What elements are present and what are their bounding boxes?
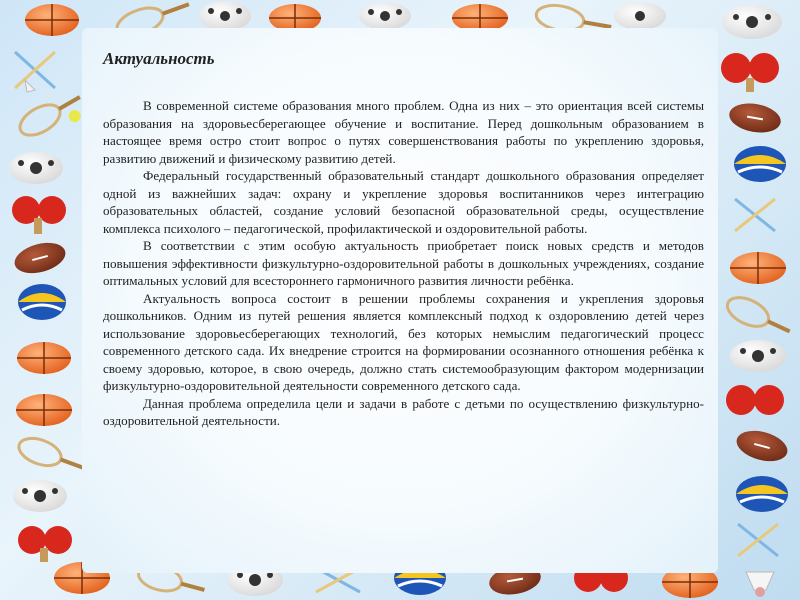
- tennis-racket-icon: [15, 433, 87, 479]
- basketball-icon: [17, 342, 71, 374]
- football-icon: [733, 426, 790, 467]
- ping-pong-paddle-icon: [721, 53, 779, 92]
- paragraph: В соответствии с этим особую актуальность приобретает поиск новых средств и методов повышения эффективности физкультурно-оздоровительной работы в дошкольных учреждениях, создание оптимальных условий для всестороннего гармоничного развития личности ребёнка.: [103, 238, 704, 288]
- football-icon: [11, 238, 68, 279]
- badminton-icon: [738, 524, 778, 556]
- ping-pong-paddle-icon: [12, 196, 66, 234]
- soccer-ball-icon: [199, 1, 251, 31]
- ping-pong-paddle-icon: [18, 526, 72, 562]
- paragraph: В современной системе образования много проблем. Одна из них – это ориентация всей системы образования на здоровьесберегающее обучение и воспитание. Перед дошкольным образованием в настоящее время остро стоит вопрос о путях совершенствования работы по укреплению здоровья, развитию движений и физическому развитию детей.: [103, 98, 704, 166]
- ping-pong-paddle-icon: [726, 385, 784, 415]
- paragraph: Актуальность вопроса состоит в решении проблемы сохранения и укрепления здоровья дошкольников. Одним из путей решения является комплексный подход к оздоровлению детей через использование здоровьесберегающих технологий, без которых немыслим педагогический процесс современного детского сада. Их внедрение строится на формировании осознанного отношения ребёнка к своему здоровью, которое, в свою очередь, должно стать системообразующим фактором модернизации физкультурно-оздоровительной деятельности современного детского сада.: [103, 290, 704, 393]
- soccer-ball-icon: [13, 480, 67, 512]
- volleyball-icon: [734, 146, 786, 182]
- basketball-icon: [25, 4, 79, 36]
- paragraph: Федеральный государственный образовательный стандарт дошкольного образования определяет одной из важнейших задач: охрану и укрепление здоровья воспитанников через интеграцию образовательных областей, создание условий безопасной образовательной среды, осуществление комплекса психолого – педагогической, профилактической и оздоровительной работы.: [103, 168, 704, 236]
- soccer-ball-icon: [359, 2, 411, 30]
- basketball-icon: [16, 394, 72, 426]
- soccer-ball-icon: [730, 340, 786, 372]
- soccer-ball-icon: [9, 152, 63, 184]
- body-text: [103, 97, 704, 430]
- badminton-icon: [735, 199, 775, 231]
- soccer-ball-icon: [722, 5, 782, 39]
- football-icon: [727, 100, 783, 137]
- tennis-racket-icon: [723, 292, 795, 342]
- paragraph: Данная проблема определила цели и задачи в работе с детьми по осуществлению физкультурно-оздоровительной деятельности.: [103, 395, 704, 428]
- volleyball-icon: [736, 476, 788, 512]
- volleyball-icon: [18, 284, 66, 320]
- page-title: Актуальность: [103, 49, 215, 68]
- shuttlecock-icon: [746, 572, 774, 597]
- soccer-ball-icon: [614, 2, 666, 30]
- basketball-icon: [730, 252, 786, 284]
- badminton-icon: [15, 52, 55, 92]
- tennis-racket-icon: [15, 87, 90, 149]
